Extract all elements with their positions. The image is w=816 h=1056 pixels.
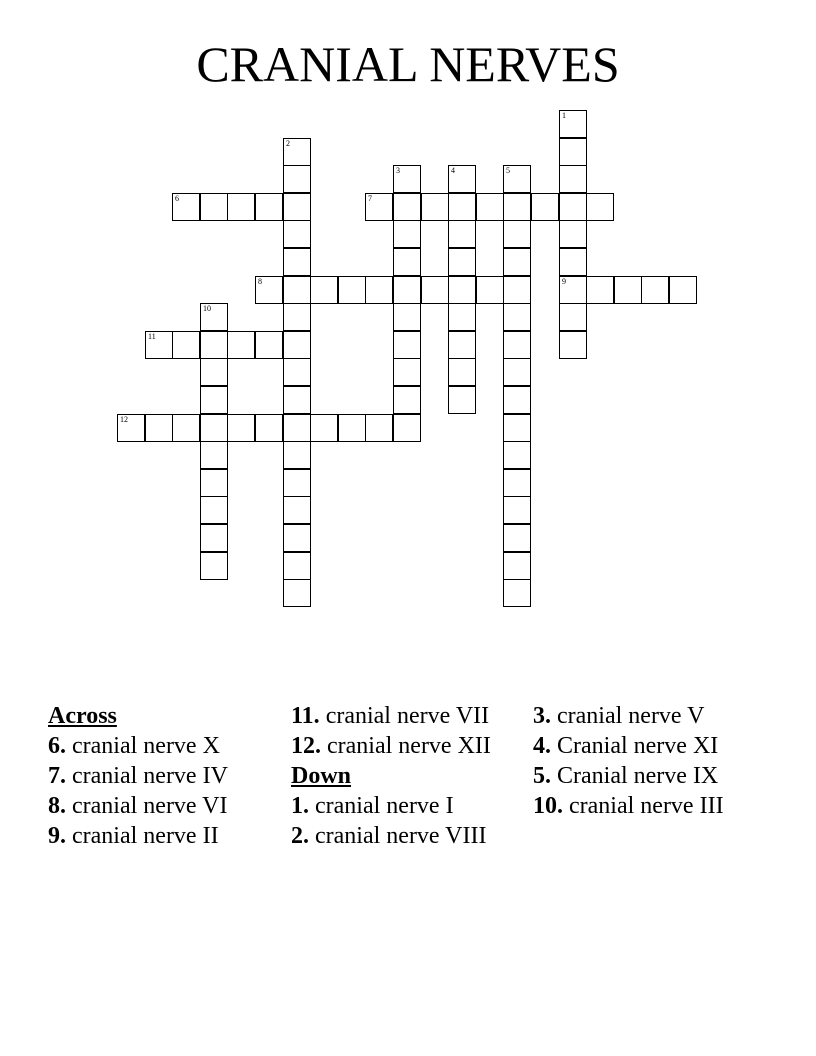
crossword-cell[interactable] [448,303,476,331]
clue-down-5: 5. Cranial nerve IX [533,763,719,789]
clue-across-11: 11. cranial nerve VII [291,703,490,729]
page-title: CRANIAL NERVES [196,36,620,92]
crossword-cell[interactable] [559,193,587,221]
crossword-cell[interactable] [503,469,531,497]
crossword-cell[interactable] [559,303,587,331]
crossword-cell[interactable] [200,303,228,331]
crossword-cell[interactable] [559,220,587,248]
crossword-cell[interactable] [393,414,421,442]
crossword-cell[interactable] [172,331,200,359]
cell-number: 9 [562,277,566,286]
cell-number: 7 [368,194,372,203]
crossword-cell[interactable] [503,193,531,221]
crossword-cell[interactable] [172,414,200,442]
crossword-cell[interactable] [614,276,642,304]
crossword-cell[interactable] [503,552,531,580]
crossword-cell[interactable] [531,193,559,221]
crossword-cell[interactable] [310,414,338,442]
crossword-cell[interactable] [283,496,311,524]
crossword-cell[interactable] [393,193,421,221]
crossword-cell[interactable] [586,193,614,221]
crossword-cell[interactable] [448,331,476,359]
crossword-cell[interactable] [200,496,228,524]
crossword-cell[interactable] [283,220,311,248]
crossword-cell[interactable] [200,193,228,221]
clues-column-1 [48,703,278,853]
clue-across-6: 6. cranial nerve X [48,733,220,759]
crossword-cell[interactable] [283,193,311,221]
crossword-cell[interactable] [559,138,587,166]
crossword-cell[interactable] [476,276,504,304]
crossword-cell[interactable] [145,414,173,442]
crossword-cell[interactable] [200,552,228,580]
crossword-cell[interactable] [365,193,393,221]
crossword-cell[interactable] [227,193,255,221]
crossword-cell[interactable] [393,386,421,414]
cell-number: 1 [562,111,566,120]
crossword-cell[interactable] [503,441,531,469]
across-heading: Across [48,703,117,729]
crossword-cell[interactable] [283,441,311,469]
crossword-cell[interactable] [448,276,476,304]
crossword-cell[interactable] [503,220,531,248]
clues-column-3 [533,703,763,823]
crossword-cell[interactable] [448,358,476,386]
crossword-cell[interactable] [559,331,587,359]
crossword-cell[interactable] [559,110,587,138]
cell-number: 2 [286,139,290,148]
cell-number: 6 [175,194,179,203]
crossword-cell[interactable] [503,579,531,607]
crossword-cell[interactable] [365,276,393,304]
clues-column-2 [291,703,521,853]
crossword-cell[interactable] [172,193,200,221]
crossword-cell[interactable] [283,303,311,331]
crossword-cell[interactable] [283,165,311,193]
crossword-cell[interactable] [200,331,228,359]
crossword-cell[interactable] [393,165,421,193]
cell-number: 8 [258,277,262,286]
crossword-cell[interactable] [448,165,476,193]
clue-down-4: 4. Cranial nerve XI [533,733,719,759]
clue-down-2: 2. cranial nerve VIII [291,823,487,849]
crossword-cell[interactable] [503,414,531,442]
crossword-cell[interactable] [283,138,311,166]
crossword-cell[interactable] [393,248,421,276]
cell-number: 3 [396,166,400,175]
crossword-cell[interactable] [559,165,587,193]
crossword-cell[interactable] [503,386,531,414]
crossword-cell[interactable] [503,248,531,276]
crossword-cell[interactable] [448,386,476,414]
crossword-cell[interactable] [448,193,476,221]
crossword-cell[interactable] [283,276,311,304]
crossword-cell[interactable] [283,552,311,580]
crossword-cell[interactable] [200,524,228,552]
crossword-cell[interactable] [227,414,255,442]
clue-across-8: 8. cranial nerve VI [48,793,228,819]
crossword-cell[interactable] [283,358,311,386]
crossword-cell[interactable] [255,331,283,359]
cell-number: 12 [120,415,128,424]
crossword-cell[interactable] [503,524,531,552]
cell-number: 5 [506,166,510,175]
crossword-cell[interactable] [200,414,228,442]
cell-number: 10 [203,304,211,313]
clue-down-10: 10. cranial nerve III [533,793,724,819]
crossword-cell[interactable] [283,248,311,276]
crossword-cell[interactable] [227,331,255,359]
crossword-cell[interactable] [559,248,587,276]
crossword-cell[interactable] [421,276,449,304]
crossword-cell[interactable] [283,386,311,414]
crossword-cell[interactable] [255,276,283,304]
crossword-cell[interactable] [503,358,531,386]
crossword-cell[interactable] [393,220,421,248]
crossword-cell[interactable] [338,414,366,442]
crossword-cell[interactable] [338,276,366,304]
crossword-cell[interactable] [586,276,614,304]
clue-across-9: 9. cranial nerve II [48,823,219,849]
crossword-cell[interactable] [200,469,228,497]
clue-down-3: 3. cranial nerve V [533,703,705,729]
crossword-cell[interactable] [503,331,531,359]
crossword-cell[interactable] [421,193,449,221]
clue-across-7: 7. cranial nerve IV [48,763,228,789]
crossword-cell[interactable] [448,220,476,248]
crossword-cell[interactable] [255,193,283,221]
crossword-cell[interactable] [283,579,311,607]
crossword-cell[interactable] [283,331,311,359]
crossword-cell[interactable] [365,414,393,442]
crossword-cell[interactable] [448,248,476,276]
crossword-cell[interactable] [503,496,531,524]
crossword-cell[interactable] [117,414,145,442]
crossword-cell[interactable] [503,165,531,193]
cell-number: 11 [148,332,156,341]
crossword-cell[interactable] [283,469,311,497]
clue-down-1: 1. cranial nerve I [291,793,454,819]
crossword-cell[interactable] [310,276,338,304]
crossword-cell[interactable] [476,193,504,221]
crossword-cell[interactable] [393,331,421,359]
crossword-cell[interactable] [503,303,531,331]
crossword-cell[interactable] [145,331,173,359]
crossword-cell[interactable] [393,276,421,304]
cell-number: 4 [451,166,455,175]
crossword-cell[interactable] [559,276,587,304]
crossword-cell[interactable] [200,386,228,414]
crossword-cell[interactable] [283,414,311,442]
crossword-cell[interactable] [669,276,697,304]
crossword-cell[interactable] [255,414,283,442]
crossword-cell[interactable] [200,358,228,386]
crossword-cell[interactable] [200,441,228,469]
down-heading: Down [291,763,352,789]
clue-across-12: 12. cranial nerve XII [291,733,491,759]
crossword-cell[interactable] [503,276,531,304]
crossword-cell[interactable] [393,358,421,386]
crossword-cell[interactable] [393,303,421,331]
crossword-cell[interactable] [641,276,669,304]
crossword-cell[interactable] [283,524,311,552]
